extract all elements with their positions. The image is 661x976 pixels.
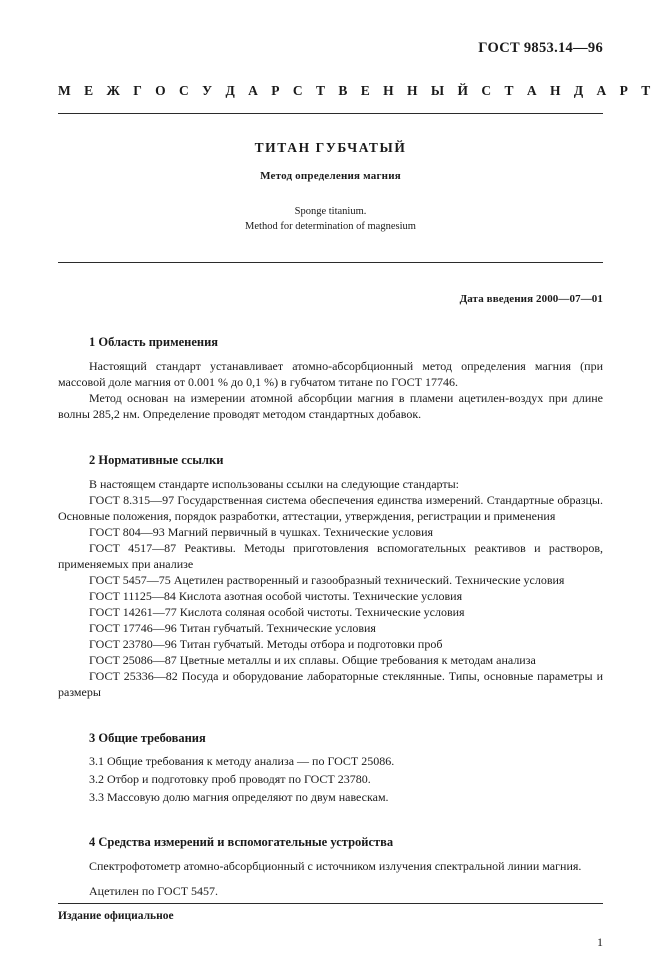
page-title: ТИТАН ГУБЧАТЫЙ: [254, 140, 407, 155]
section-2-lead: В настоящем стандарте использованы ссылки на следующие стандарты:: [89, 477, 460, 492]
effective-date: Дата введения 2000—07—01: [459, 293, 603, 306]
reference-item: ГОСТ 5457—75 Ацетилен растворенный и газообразный технический. Технические условия: [89, 572, 565, 587]
section-heading-1: 1 Область применения: [89, 335, 219, 350]
title-english-line1: Sponge titanium.: [294, 206, 367, 217]
reference-item: ГОСТ 4517—87 Реактивы. Методы приготовления вспомогательных реактивов и растворов, применяемых при анализе: [58, 541, 603, 572]
reference-item: ГОСТ 804—93 Магний первичный в чушках. Технические условия: [89, 525, 434, 540]
reference-item: ГОСТ 17746—96 Титан губчатый. Технические условия: [89, 620, 376, 635]
section-1-paragraph-1: Настоящий стандарт устанавливает атомно-абсорбционный метод определения магния (при массовой доле магния от 0.001 % до 0,1 %) в губчатом титане по ГОСТ 17746.: [58, 359, 603, 390]
reference-item: ГОСТ 25336—82 Посуда и оборудование лабораторные стеклянные. Типы, основные параметры и размеры: [58, 668, 603, 699]
section-heading-3: 3 Общие требования: [89, 730, 206, 745]
title-english-line2: Method for determination of magnesium: [245, 221, 416, 233]
page-footer: [58, 903, 603, 922]
section-heading-2: 2 Нормативные ссылки: [89, 453, 224, 468]
reference-item: ГОСТ 14261—77 Кислота соляная особой чистоты. Технические условия: [89, 604, 465, 619]
section-3-item: 3.1 Общие требования к методу анализа — по ГОСТ 25086.: [89, 753, 395, 768]
section-4-paragraph-1: Спектрофотометр атомно-абсорбционный с источником излучения спектральной линии магния.: [89, 859, 582, 874]
section-heading-4: 4 Средства измерений и вспомогательные устройства: [89, 835, 394, 850]
page-subtitle: Метод определения магния: [260, 170, 401, 182]
divider-middle: [58, 262, 603, 263]
page-number: 1: [597, 935, 603, 949]
section-3-item: 3.3 Массовую долю магния определяют по двум навескам.: [89, 789, 389, 804]
reference-item: ГОСТ 8.315—97 Государственная система обеспечения единства измерений. Стандартные образцы. Основные положения, порядок разработки, аттестации, утверждения, регистрации и применения: [58, 493, 603, 524]
footer-note: Издание официальное: [58, 910, 174, 922]
section-4-paragraph-2: Ацетилен по ГОСТ 5457.: [89, 884, 219, 899]
reference-item: ГОСТ 11125—84 Кислота азотная особой чистоты. Технические условия: [89, 588, 463, 603]
standard-banner: М Е Ж Г О С У Д А Р С Т В Е Н Н Ы Й С Т А Н Д А Р Т: [58, 83, 656, 98]
section-3-item: 3.2 Отбор и подготовку проб проводят по ГОСТ 23780.: [89, 771, 371, 786]
section-1-paragraph-2: Метод основан на измерении атомной абсорбции магния в пламени ацетилен-воздух при длине волны 285,2 нм. Определение проводят методом стандартных добавок.: [58, 391, 603, 422]
title-english: [58, 204, 603, 234]
reference-item: ГОСТ 23780—96 Титан губчатый. Методы отбора и подготовки проб: [89, 636, 443, 651]
title-block: [58, 140, 603, 234]
divider-footer: [58, 903, 603, 904]
divider-top: [58, 113, 603, 114]
gost-number: ГОСТ 9853.14—96: [478, 40, 603, 56]
document-page: [0, 40, 661, 976]
reference-list: [58, 493, 603, 700]
reference-item: ГОСТ 25086—87 Цветные металлы и их сплавы. Общие требования к методам анализа: [89, 652, 536, 667]
